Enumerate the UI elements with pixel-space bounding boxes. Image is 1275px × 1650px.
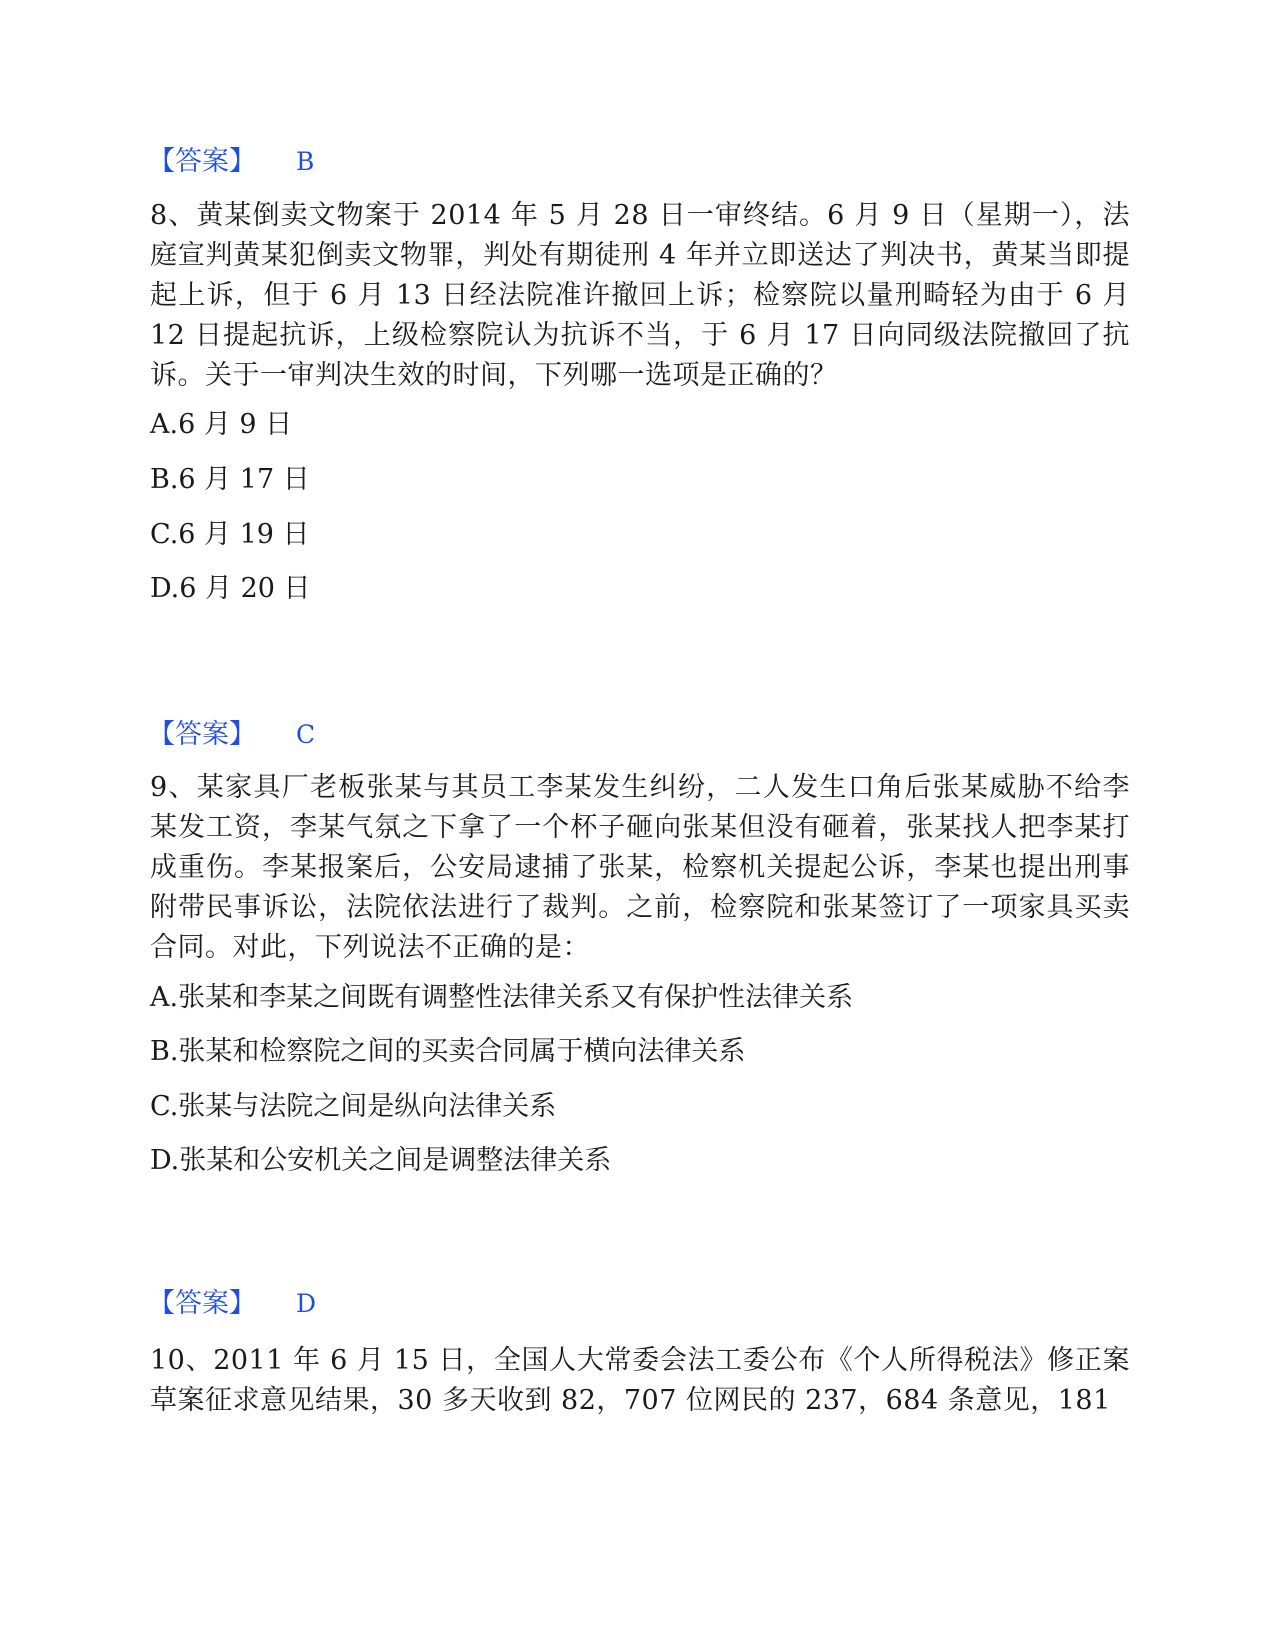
q9-option-c: C.张某与法院之间是纵向法律关系: [150, 1091, 557, 1122]
q9-option-b: B.张某和检察院之间的买卖合同属于横向法律关系: [150, 1036, 746, 1067]
answer-label: 【答案】: [148, 1288, 256, 1319]
answer-line-1: [148, 145, 314, 179]
answer-value: C: [296, 720, 316, 749]
answer-line-3: [148, 1287, 316, 1321]
q8-option-d: D.6 月 20 日: [150, 573, 311, 604]
q9-option-d: D.张某和公安机关之间是调整法律关系: [150, 1145, 612, 1176]
answer-value: D: [296, 1289, 317, 1318]
answer-label: 【答案】: [148, 146, 256, 177]
q9-option-a: A.张某和李某之间既有调整性法律关系又有保护性法律关系: [150, 982, 854, 1013]
answer-label: 【答案】: [148, 719, 256, 750]
q8-option-a: A.6 月 9 日: [150, 409, 293, 440]
question-10-text: 10、2011 年 6 月 15 日，全国人大常委会法工委公布《个人所得税法》修正案草案征求意见结果，30 多天收到 82，707 位网民的 237，684 条意见，181: [150, 1345, 1130, 1416]
question-9-text: 9、某家具厂老板张某与其员工李某发生纠纷，二人发生口角后张某威胁不给李某发工资，李某气氛之下拿了一个杯子砸向张某但没有砸着，张某找人把李某打成重伤。李某报案后，公安局逮捕了张某，检察机关提起公诉，李某也提出刑事附带民事诉讼，法院依法进行了裁判。之前，检察院和张某签订了一项家具买卖合同。对此，下列说法不正确的是：: [150, 772, 1130, 963]
q8-option-b: B.6 月 17 日: [150, 464, 310, 495]
q8-option-c: C.6 月 19 日: [150, 519, 310, 550]
answer-value: B: [296, 147, 315, 176]
answer-line-2: [148, 718, 315, 752]
question-8-text: 8、黄某倒卖文物案于 2014 年 5 月 28 日一审终结。6 月 9 日（星期一），法庭宣判黄某犯倒卖文物罪，判处有期徒刑 4 年并立即送达了判决书，黄某当即提起上诉，但于 6 月 13 日经法院准许撤回上诉；检察院以量刑畸轻为由于 6 月 12 日提起抗诉，上级检察院认为抗诉不当，于 6 月 17 日向同级法院撤回了抗诉。关于一审判决生效的时间，下列哪一选项是正确的？: [150, 200, 1130, 391]
